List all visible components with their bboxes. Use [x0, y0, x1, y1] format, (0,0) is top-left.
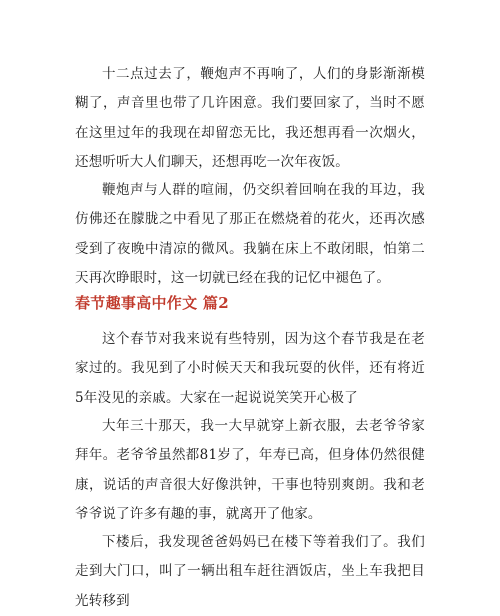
section-heading: 春节趣事高中作文 篇2: [75, 294, 229, 312]
paragraph-3: 这个春节对我来说有些特别，因为这个春节我是在老家过的。我见到了小时候天天和我玩耍的伙伴，还有将近5年没见的亲戚。大家在一起说说笑笑开心极了: [75, 331, 425, 406]
paragraph-5: 下楼后，我发现爸爸妈妈已在楼下等着我们了。我们走到大门口，叫了一辆出租车赶往酒饭店，坐上车我把目光转移到: [75, 534, 425, 609]
paragraph-2: 鞭炮声与人群的喧闹，仍交织着回响在我的耳边，我仿佛还在朦胧之中看见了那正在燃烧着的花火，还再次感受到了夜晚中清凉的微风。我躺在床上不敢闭眼，怕第二天再次睁眼时，这一切就已经在我的记忆中褪色了。: [75, 182, 425, 287]
paragraph-4: 大年三十那天，我一大早就穿上新衣服，去老爷爷家拜年。老爷爷虽然都81岁了，年寿已高，但身体仍然很健康，说话的声音很大好像洪钟，干事也特别爽朗。我和老爷爷说了许多有趣的事，就离开了他家。: [75, 418, 425, 523]
paragraph-1: 十二点过去了，鞭炮声不再响了，人们的身影渐渐模糊了，声音里也带了几许困意。我们要回家了，当时不愿在这里过年的我现在却留恋无比，我还想再看一次烟火，还想听听大人们聊天，还想再吃一次年夜饭。: [75, 66, 425, 171]
